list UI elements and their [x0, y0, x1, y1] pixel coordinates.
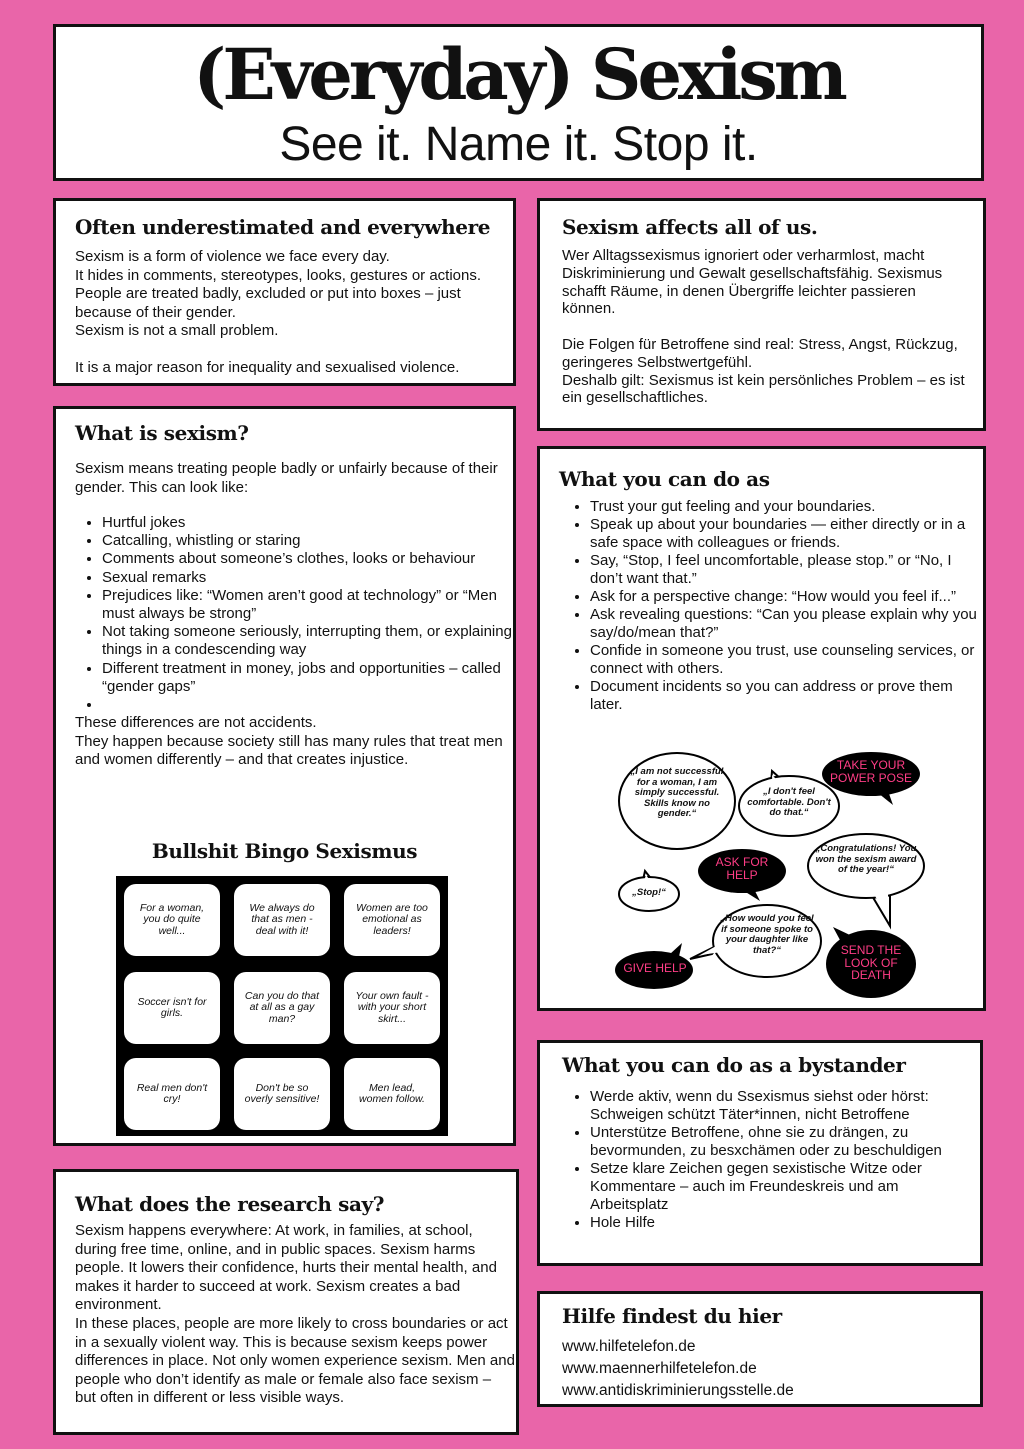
list-item: • Unterstütze Betroffene, ohne sie zu drängen, zu bevormunden, zu besxchämen oder zu beschuldigen [590, 1124, 980, 1160]
underestimated-closing: It is a major reason for inequality and sexualised violence. [75, 359, 460, 376]
bystander-list [562, 1088, 980, 1232]
help-section [537, 1291, 983, 1407]
what-is-outro: They happen because society still has many rules that treat men and women differently – and that creates injustice. [75, 732, 503, 769]
page-title: (Everyday) Sexism [193, 33, 844, 116]
affects-section [537, 198, 986, 431]
bubble-look-of-death: SEND THE LOOK OF DEATH [840, 944, 902, 982]
bubble-give-help: GIVE HELP [623, 962, 687, 975]
bystander-section [537, 1040, 983, 1266]
bubble-ask-help: ASK FOR HELP [715, 856, 769, 882]
help-heading: Hilfe findest du hier [562, 1304, 782, 1328]
affects-paragraph: Die Folgen für Betroffene sind real: Stress, Angst, Rückzug, geringeres Selbstwertgefühl. [562, 335, 958, 371]
list-item: • Say, “Stop, I feel uncomfortable, please stop.” or “No, I don’t want that.” [590, 552, 985, 588]
list-item: • Trust your gut feeling and your boundaries. [590, 498, 985, 516]
research-section [53, 1169, 519, 1435]
bingo-cell: Don't be so overly sensitive! [234, 1058, 330, 1130]
affects-paragraph: Wer Alltagssexismus ignoriert oder verharmlost, macht Diskriminierung und Gewalt gesellschaftsfähig. Sexismus schafft Räume, in denen Übergriffe leichter passieren können. [562, 247, 943, 318]
list-item: • Hurtful jokes [102, 514, 512, 532]
bubble-stop: „Stop!“ [632, 887, 666, 898]
research-heading: What does the research say? [75, 1192, 385, 1216]
list-item: • Different treatment in money, jobs and opportunities – called “gender gaps” [102, 660, 512, 696]
bingo-cell: Can you do that at all as a gay man? [234, 972, 330, 1044]
underestimated-line: It hides in comments, stereotypes, looks, gestures or actions. People are treated badly, excluded or put into boxes – just because of their gender. [75, 266, 482, 321]
underestimated-heading: Often underestimated and everywhere [75, 215, 491, 239]
speech-bubble [690, 905, 821, 977]
speech-bubble [619, 871, 679, 911]
what-is-outro: These differences are not accidents. [75, 714, 317, 732]
list-item: • Ask for a perspective change: “How would you feel if...” [590, 588, 985, 606]
help-link[interactable]: www.maennerhilfetelefon.de [562, 1360, 757, 1377]
list-item: • Confide in someone you trust, use counseling services, or connect with others. [590, 642, 985, 678]
what-is-intro: Sexism means treating people badly or unfairly because of their gender. This can look like: [75, 460, 498, 496]
what-is-heading: What is sexism? [75, 421, 249, 445]
title-banner [53, 24, 984, 181]
bubble-power-pose: TAKE YOUR POWER POSE [829, 759, 912, 785]
what-is-list [75, 514, 512, 714]
research-paragraph: Sexism happens everywhere: At work, in families, at school, during free time, online, and in public spaces. Sexism harms people. It lowers their confidence, hurts their mental health, and makes it harder to succeed at work. Sexism creates a bad environment. [75, 1222, 497, 1314]
bingo-cell: Women are too emotional as leaders! [344, 884, 440, 956]
list-item: • Setze klare Zeichen gegen sexistische Witze oder Kommentare – auch im Freundeskreis und am Arbeitsplatz [590, 1160, 980, 1214]
list-item: • Ask revealing questions: “Can you please explain why you say/do/mean that?” [590, 606, 985, 642]
list-item: • Werde aktiv, wenn du Ssexismus siehst oder hörst: Schweigen schützt Täter*innen, nicht Betroffene [590, 1088, 980, 1124]
speech-bubbles-illustration [540, 449, 983, 1008]
bystander-heading: What you can do as a bystander [562, 1053, 906, 1077]
black-bubble [615, 943, 694, 989]
bubble-congrats: „Congratulations! You won the sexism award of the year!“ [815, 844, 917, 875]
bingo-cell: For a woman, you do quite well... [124, 884, 220, 956]
page-subtitle: See it. Name it. Stop it. [279, 118, 758, 171]
help-link[interactable]: www.antidiskriminierungsstelle.de [562, 1382, 794, 1399]
underestimated-line: Sexism is not a small problem. [75, 322, 279, 339]
list-item: • Prejudices like: “Women aren’t good at technology” or “Men must always be strong” [102, 587, 512, 623]
help-link[interactable]: www.hilfetelefon.de [562, 1338, 696, 1355]
affects-heading: Sexism affects all of us. [562, 215, 818, 239]
speech-bubble [619, 753, 735, 849]
bubble-how-would: „How would you feel if someone spoke to your daughter like that?“ [720, 914, 814, 956]
underestimated-section [53, 198, 516, 386]
bingo-cell: Your own fault - with your short skirt... [344, 972, 440, 1044]
speech-bubble [808, 834, 924, 926]
research-paragraph: In these places, people are more likely to cross boundaries or act in a sexually violent way. This is because sexism keeps power differences in place. Not only women experience sexism. Men and people who don’t identify as male or female also face sexism – but often in different or less visible ways. [75, 1314, 515, 1407]
black-bubble [698, 849, 786, 901]
list-item: • Document incidents so you can address or prove them later. [590, 678, 985, 714]
list-item: • Sexual remarks [102, 569, 512, 587]
affects-paragraph: Deshalb gilt: Sexismus ist kein persönliches Problem – es ist ein gesellschaftliches. [562, 371, 965, 407]
list-item: • Speak up about your boundaries — either directly or in a safe space with colleagues or friends. [590, 516, 985, 552]
list-item [102, 696, 512, 714]
can-do-heading: What you can do as [559, 467, 770, 491]
bingo-cell: We always do that as men - deal with it! [234, 884, 330, 956]
can-do-section [537, 446, 986, 1011]
black-bubble [826, 927, 916, 998]
list-item: • Hole Hilfe [590, 1214, 980, 1232]
bingo-title: Bullshit Bingo Sexismus [151, 839, 418, 863]
bingo-grid [116, 876, 448, 1136]
list-item: • Catcalling, whistling or staring [102, 532, 512, 550]
underestimated-line: Sexism is a form of violence we face every day. [75, 248, 390, 265]
bingo-cell: Real men don't cry! [124, 1058, 220, 1130]
bubble-dont-feel: „I don't feel comfortable. Don't do that.“ [747, 787, 831, 818]
list-item: • Not taking someone seriously, interrupting them, or explaining things in a condescending way [102, 623, 512, 659]
bingo-cell: Soccer isn't for girls. [124, 972, 220, 1044]
bingo-cell: Men lead, women follow. [344, 1058, 440, 1130]
bubble-not-successful: „I am not successful for a woman, I am simply successful. Skills know no gender.“ [630, 767, 724, 819]
list-item: • Comments about someone’s clothes, looks or behaviour [102, 550, 512, 568]
